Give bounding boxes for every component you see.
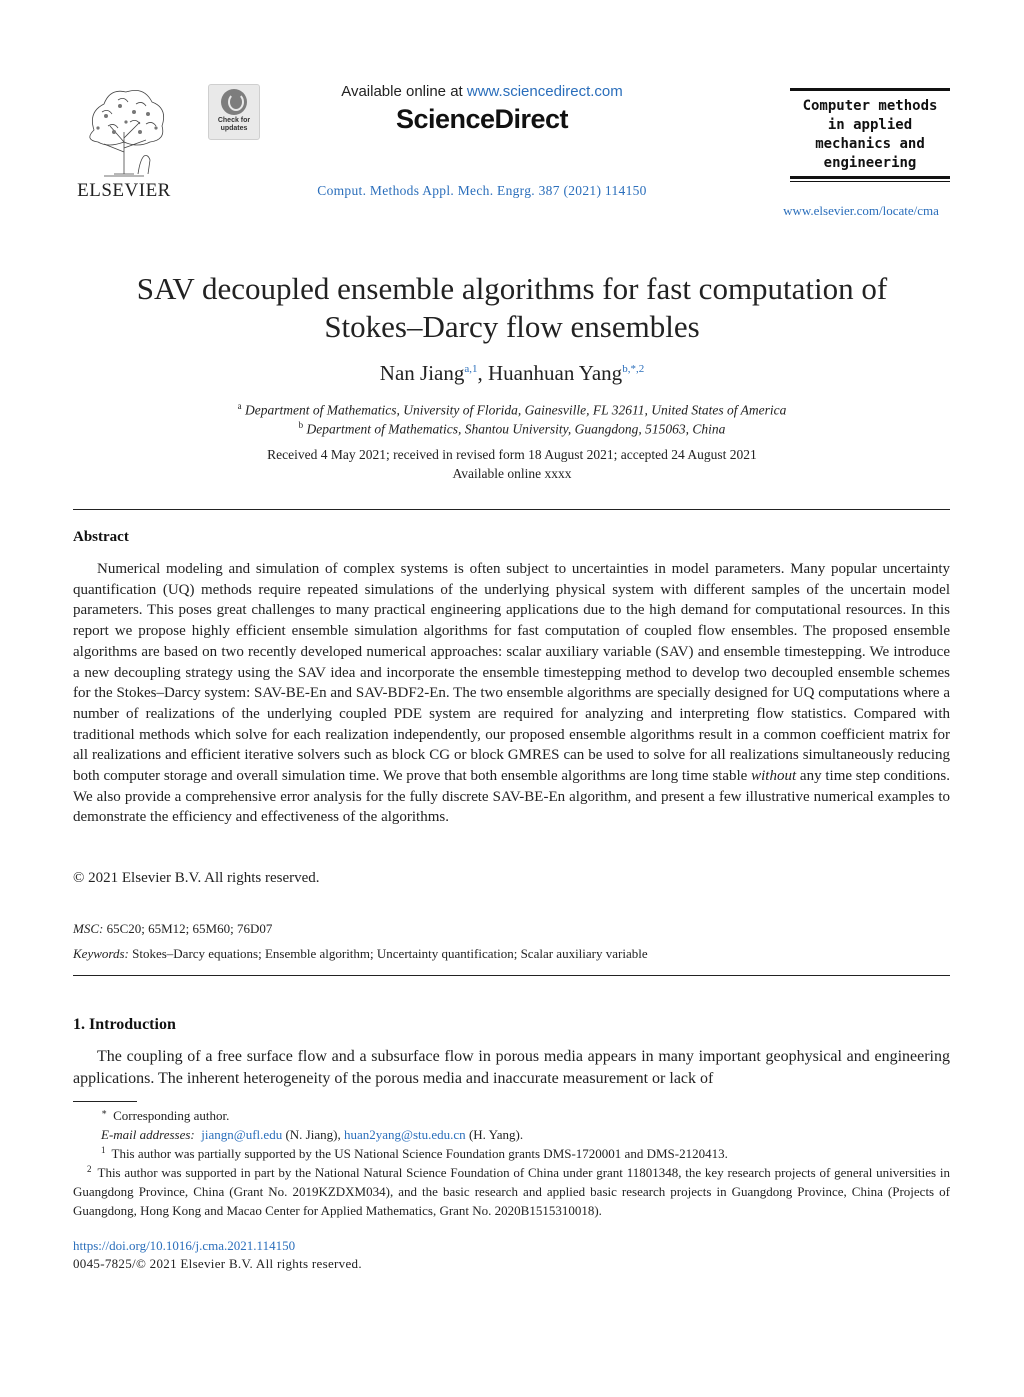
footnote-mark: 1 <box>101 1144 106 1155</box>
affiliation-text: Department of Mathematics, University of Florida, Gainesville, FL 32611, United States of America <box>244 402 787 418</box>
introduction-text: The coupling of a free surface flow and a subsurface flow in porous media appears in many important geophysical and engineering applications. The inherent heterogeneity of the porous media and inaccurate measurement or lack of <box>73 1048 950 1087</box>
keywords-label: Keywords: <box>73 946 129 961</box>
journal-title-box <box>790 88 950 184</box>
elsevier-logo <box>72 82 176 202</box>
check-for-updates-badge[interactable] <box>208 84 262 140</box>
footnote-text: Corresponding author. <box>113 1108 230 1123</box>
journal-rule-bottom <box>790 176 950 179</box>
elsevier-tree-icon <box>74 82 174 178</box>
email-link[interactable]: huan2yang@stu.edu.cn <box>343 1127 466 1142</box>
abstract-emphasis: without <box>751 768 797 785</box>
email-owner: (N. Jiang), <box>282 1127 344 1142</box>
available-online-line <box>298 83 666 100</box>
author-marks[interactable]: b,*,2 <box>622 363 645 375</box>
paper-title <box>90 270 934 346</box>
email-link[interactable]: jiangn@ufl.edu <box>201 1127 283 1142</box>
footnote-text: This author was supported in part by the National Natural Science Foundation of China under grant 11801348, the key research projects of general universities in Guangdong Province, China (Grant No. 2019KZDXM034), and the basic research and applied basic research projects in Guangdong Province, China (Projects of Guangdong, Hong Kong and Macao Center for Applied Mathematics, Grant No. 2020B1515310018). <box>73 1165 950 1218</box>
doi-link[interactable]: https://doi.org/10.1016/j.cma.2021.114150 <box>73 1238 296 1253</box>
journal-title-line: Computer methods <box>802 98 938 114</box>
author-marks[interactable]: a,1 <box>464 363 478 375</box>
footnote-rule <box>73 1101 137 1102</box>
author-name: Nan Jiang <box>379 361 465 385</box>
journal-title-line: engineering <box>823 155 917 171</box>
abstract-part2: any time step conditions. We also provide a comprehensive error analysis for the fully discrete SAV-BE-En algorithm, and present a few illustrative numerical examples to demonstrate the efficiency and effectiveness of the algorithms. <box>73 768 950 826</box>
footnote-1 <box>73 1144 950 1163</box>
footnote-corresponding <box>73 1106 950 1125</box>
paper-title-line2: Stokes–Darcy flow ensembles <box>324 309 700 344</box>
msc-value: 65C20; 65M12; 65M60; 76D07 <box>103 921 273 936</box>
issn-copyright: 0045-7825/© 2021 Elsevier B.V. All rights reserved. <box>73 1256 362 1271</box>
journal-title <box>790 93 950 176</box>
journal-title-line: in applied <box>827 117 913 133</box>
elsevier-wordmark: ELSEVIER <box>77 180 171 201</box>
footnote-text: This author was partially supported by the US National Science Foundation grants DMS-1720001 and DMS-2120413. <box>111 1146 728 1161</box>
affiliation-mark: b <box>298 420 304 430</box>
journal-rule-bottom-thin <box>790 181 950 182</box>
abstract-heading: Abstract <box>73 529 129 545</box>
journal-citation[interactable]: Comput. Methods Appl. Mech. Engrg. 387 (2021) 114150 <box>317 183 647 198</box>
affiliation-a <box>120 401 904 419</box>
footnote-mark: 2 <box>87 1163 92 1174</box>
check-updates-label: Check for updates <box>217 117 251 132</box>
abstract-copyright: © 2021 Elsevier B.V. All rights reserved. <box>73 870 320 886</box>
received-dates: Received 4 May 2021; received in revised form 18 August 2021; accepted 24 August 2021 <box>267 447 757 462</box>
affiliation-b <box>120 420 904 438</box>
keywords <box>73 946 648 962</box>
divider-bottom <box>73 975 950 976</box>
check-updates-icon <box>221 89 247 115</box>
journal-url-link[interactable]: www.elsevier.com/locate/cma <box>783 203 939 218</box>
sciencedirect-logo: ScienceDirect <box>395 104 569 134</box>
journal-title-line: mechanics and <box>815 136 925 152</box>
abstract-part1: Numerical modeling and simulation of complex systems is often subject to uncertainties in model parameters. Many popular uncertainty quantification (UQ) methods require repeated simulations of the underlying physical system with different samples of the uncertain model parameters. This poses great challenges to many practical engineering applications due to the high demand for computational resources. In this report we propose highly efficient ensemble simulation algorithms for fast computation of coupled flow ensembles. The proposed ensemble algorithms are based on two recently developed numerical approaches: scalar auxiliary variable (SAV) and ensemble timestepping. We introduce a new decoupling strategy using the SAV idea and incorporate the ensemble timestepping method to develop two decoupled ensemble schemes for the Stokes–Darcy system: SAV-BE-En and SAV-BDF2-En. The two ensemble algorithms are specially designed for UQ computations where a number of realizations of the underlying coupled PDE system are required for analyzing and interpreting flow statistics. Compared with traditional methods which solve for each realization independently, our proposed ensemble algorithms result in a common coefficient matrix for all realizations and efficient iterative solvers such as block CG or block GMRES can be used to solve for all realizations simultaneously reducing both computer storage and overall simulation time. We prove that both ensemble algorithms are long time stable <box>73 561 950 785</box>
affiliation-text: Department of Mathematics, Shantou University, Guangdong, 515063, China <box>306 421 726 437</box>
keywords-value: Stokes–Darcy equations; Ensemble algorithm; Uncertainty quantification; Scalar auxiliary variable <box>128 946 648 961</box>
msc-codes <box>73 921 272 937</box>
msc-label: MSC: <box>73 921 104 936</box>
footnote-mark: ∗ <box>101 1106 108 1117</box>
paper-title-line1: SAV decoupled ensemble algorithms for fast computation of <box>136 271 888 306</box>
available-online-date: Available online xxxx <box>452 466 572 481</box>
author-list: Nan Jiang$^{a,1}$, Huanhuan Yang$^{b,*,2}$ <box>379 361 645 385</box>
divider-top <box>73 509 950 510</box>
footnotes <box>73 1106 950 1220</box>
introduction-heading: 1. Introduction <box>73 1016 176 1033</box>
available-online-prefix: Available online at <box>341 83 467 100</box>
email-owner: (H. Yang). <box>465 1127 524 1142</box>
author-name: Huanhuan Yang <box>488 361 623 385</box>
article-history <box>160 445 864 483</box>
footnote-2 <box>73 1163 950 1220</box>
sciencedirect-link[interactable]: www.sciencedirect.com <box>466 83 623 100</box>
email-label: E-mail addresses: <box>101 1127 195 1142</box>
affiliation-mark: a <box>237 401 242 411</box>
footnote-emails <box>73 1125 950 1144</box>
journal-rule-top <box>790 88 950 91</box>
abstract-text <box>73 559 950 828</box>
